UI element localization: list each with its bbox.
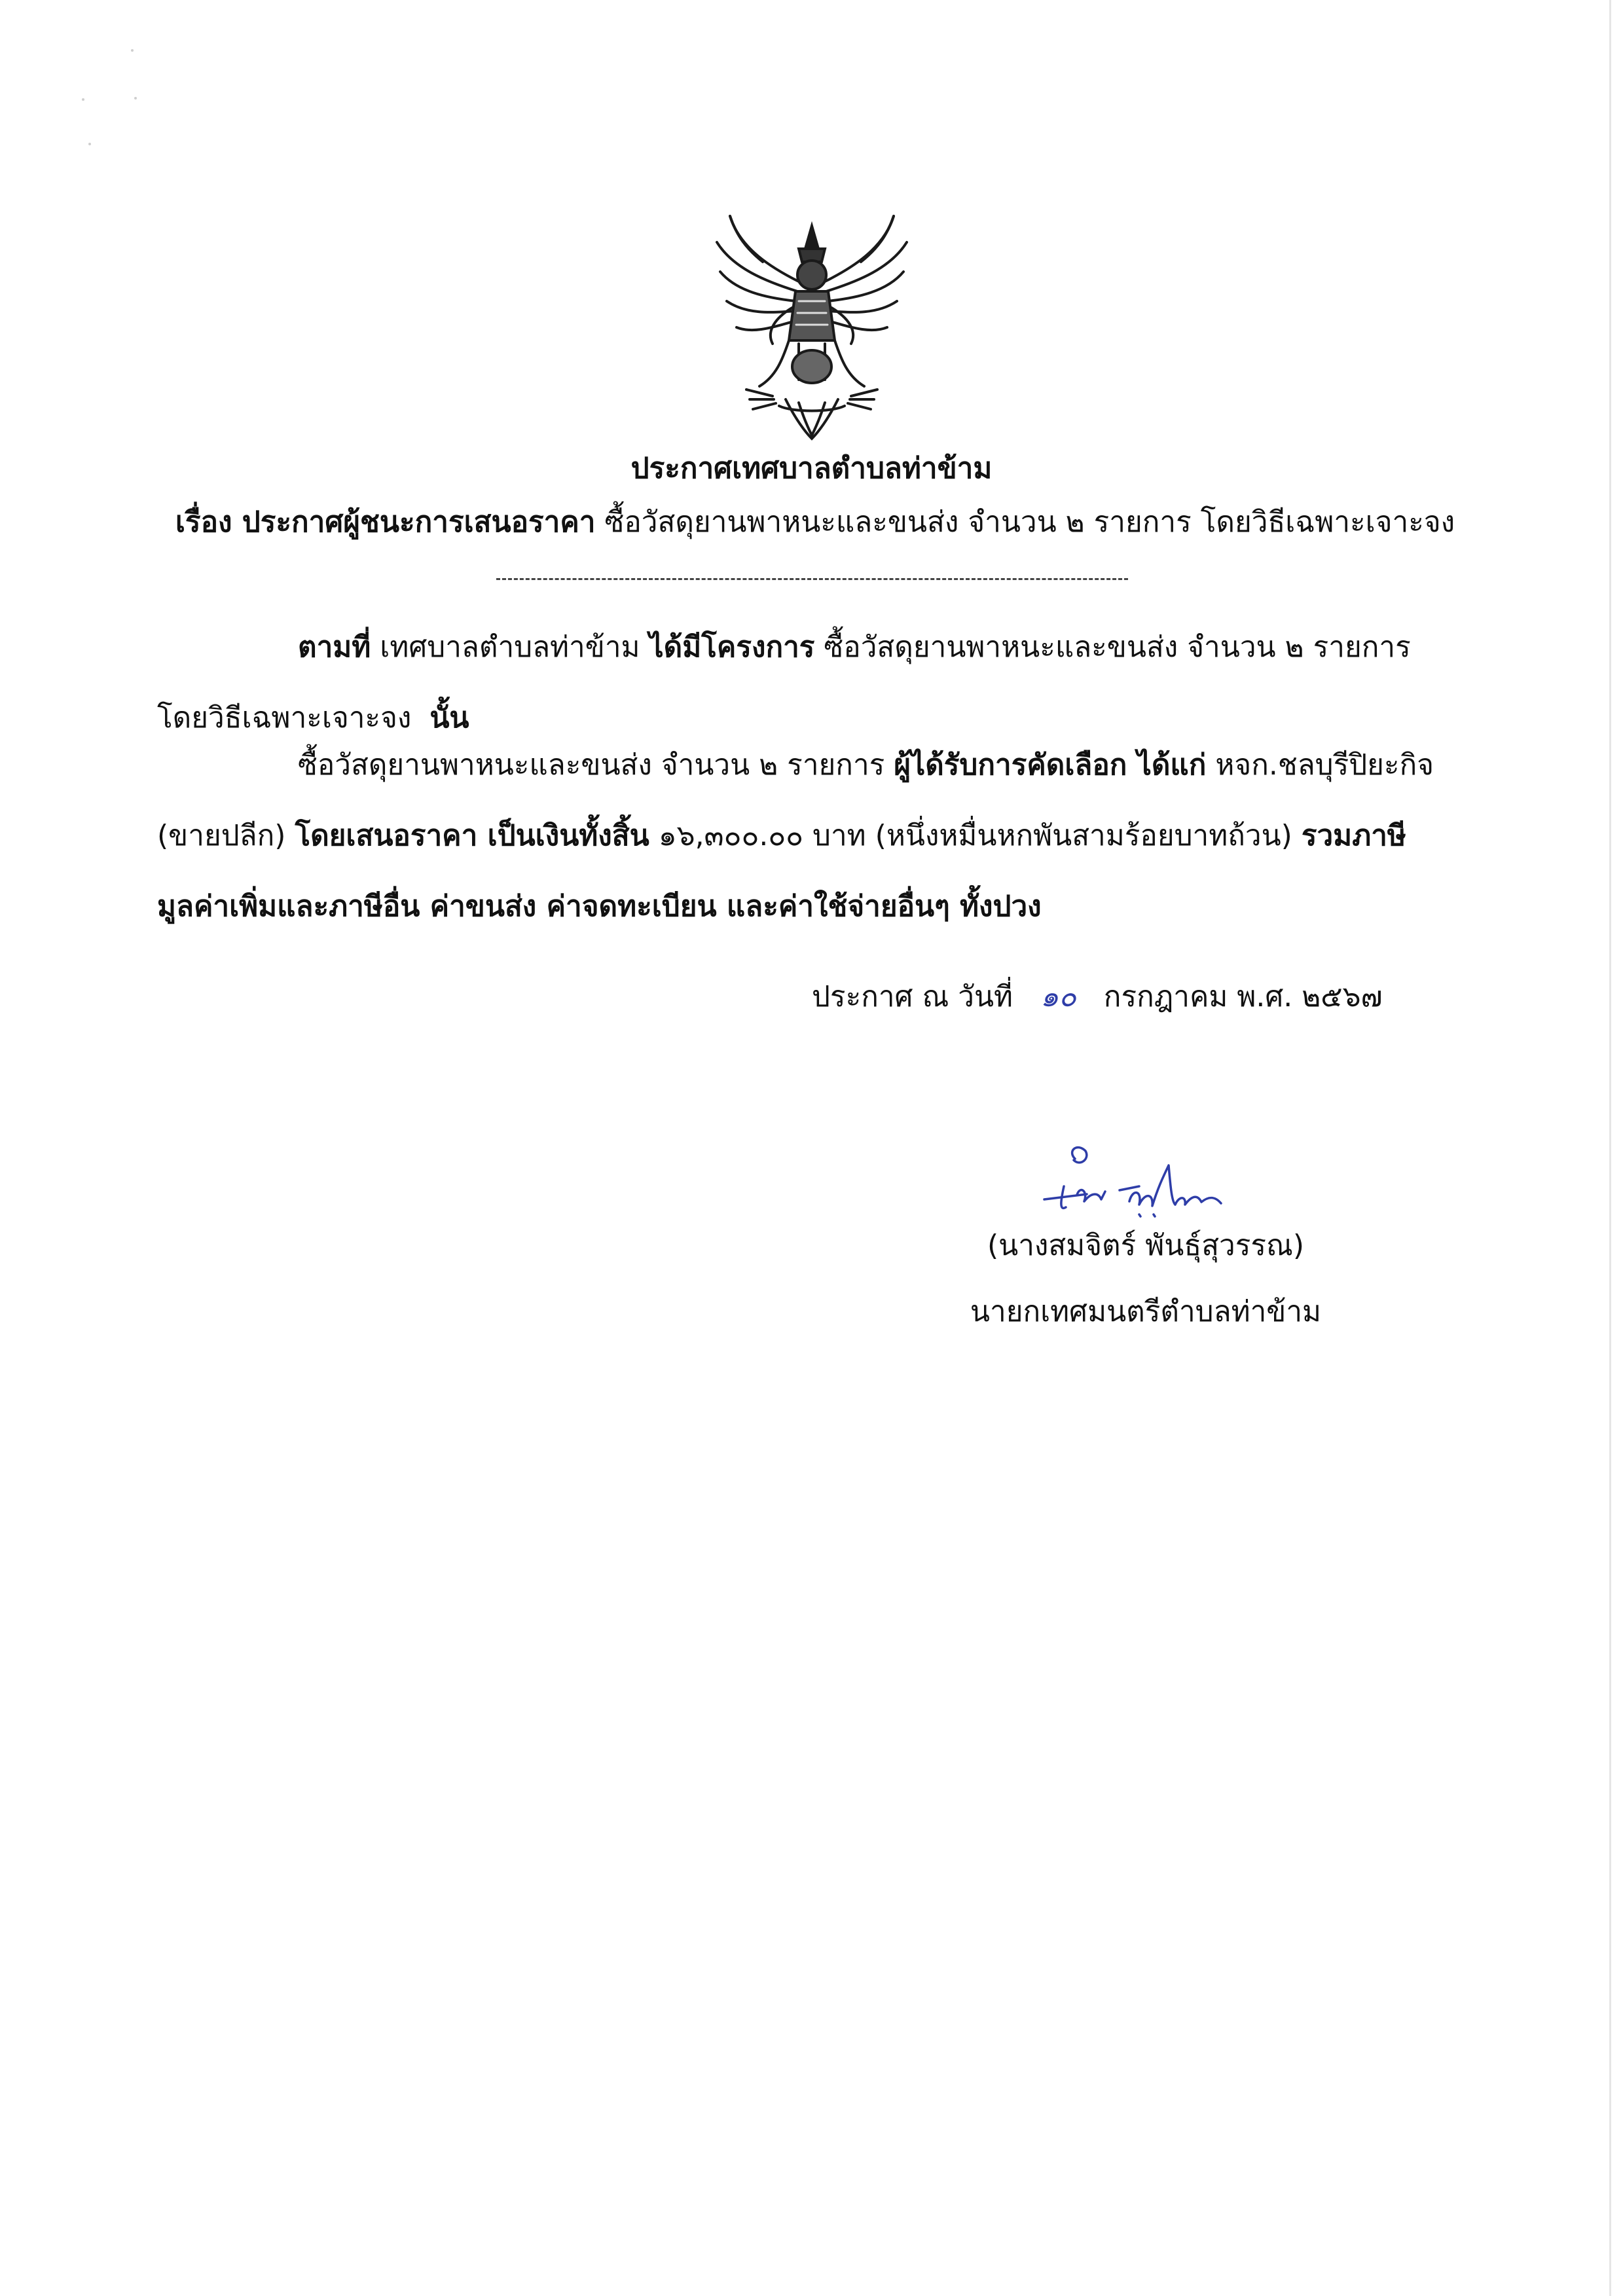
subject-label: เรื่อง ประกาศผู้ชนะการเสนอราคา bbox=[175, 505, 596, 539]
price-amount: ๑๖,๓๐๐.๐๐ บาท (หนึ่งหมื่นหกพันสามร้อยบาทถ้วน) bbox=[658, 819, 1292, 852]
price-label: โดยเสนอราคา เป็นเงินทั้งสิ้น bbox=[295, 819, 649, 852]
signer-name: (นางสมจิตร์ พันธุ์สุวรรณ) bbox=[987, 1229, 1305, 1262]
signer-position: นายกเทศมนตรีตำบลท่าข้าม bbox=[970, 1295, 1322, 1328]
speck bbox=[82, 98, 84, 101]
winner-item: ซื้อวัสดุยานพาหนะและขนส่ง จำนวน ๒ รายการ bbox=[298, 748, 885, 782]
page-edge bbox=[1609, 0, 1611, 2296]
intro-org: เทศบาลตำบลท่าข้าม bbox=[380, 630, 640, 664]
winner-name: หจก.ชลบุรีปิยะกิจ (ขายปลีก) bbox=[157, 748, 1434, 852]
tax-label: รวมภาษีมูลค่าเพิ่มและภาษีอื่น ค่าขนส่ง ค่าจดทะเบียน และค่าใช้จ่ายอื่นๆ ทั้งปวง bbox=[157, 819, 1406, 923]
announcement-title: ประกาศเทศบาลตำบลท่าข้าม bbox=[630, 452, 993, 485]
speck bbox=[134, 97, 137, 100]
announcement-dateline bbox=[812, 974, 1383, 1019]
dateline-month-year: กรกฎาคม พ.ศ. ๒๕๖๗ bbox=[1103, 980, 1383, 1013]
garuda-emblem-icon bbox=[701, 210, 923, 445]
paragraph-winner bbox=[157, 730, 1460, 942]
intro-lead: ตามที่ bbox=[298, 630, 371, 664]
winner-label: ผู้ได้รับการคัดเลือก ได้แก่ bbox=[894, 748, 1207, 782]
intro-project-label: ได้มีโครงการ bbox=[649, 630, 815, 664]
speck bbox=[131, 49, 134, 52]
announcement-subject bbox=[157, 499, 1473, 545]
intro-project: ซื้อวัสดุยานพาหนะและขนส่ง จำนวน ๒ รายการ โดยวิธีเฉพาะเจาะจง bbox=[157, 630, 1411, 735]
speck bbox=[88, 143, 91, 145]
dateline-day: ๑๐ bbox=[1040, 980, 1076, 1013]
dashed-divider bbox=[496, 578, 1128, 580]
handwritten-signature-icon bbox=[1041, 1139, 1250, 1224]
dateline-prefix: ประกาศ ณ วันที่ bbox=[812, 980, 1013, 1013]
intro-end: นั้น bbox=[429, 701, 469, 735]
subject-text: ซื้อวัสดุยานพาหนะและขนส่ง จำนวน ๒ รายการ โดยวิธีเฉพาะเจาะจง bbox=[604, 505, 1455, 539]
